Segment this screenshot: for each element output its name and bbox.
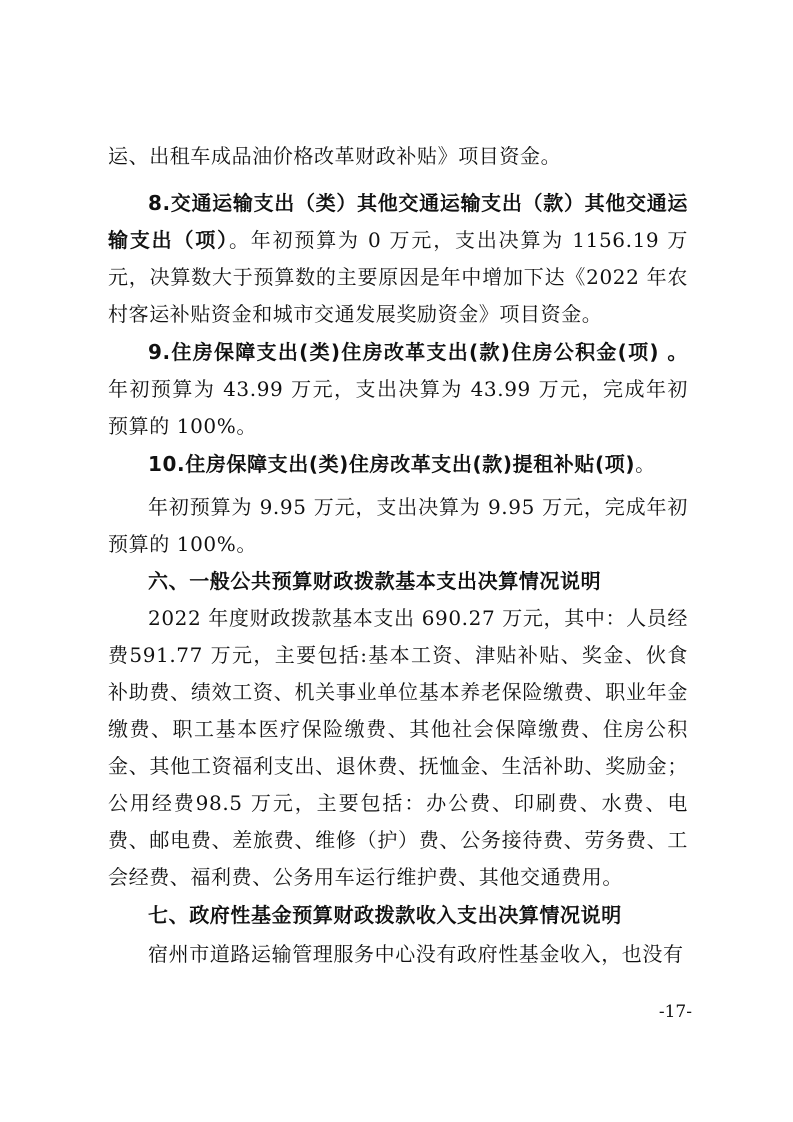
item-9-text: 年初预算为 43.99 万元，支出决算为 43.99 万元，完成年初预算的 100%。 xyxy=(108,377,688,438)
item-10-text: 年初预算为 9.95 万元，支出决算为 9.95 万元，完成年初预算的 100%。 xyxy=(108,495,688,556)
item-9-mark: 。 xyxy=(659,340,688,364)
paragraph-section-6 xyxy=(108,600,688,896)
paragraph-item-10-heading xyxy=(108,446,688,483)
section-heading-7: 七、政府性基金预算财政拨款收入支出决算情况说明 xyxy=(148,903,622,927)
item-10-heading: 10.住房保障支出(类)住房改革支出(款)提租补贴(项) xyxy=(148,452,636,476)
section-6-text: 2022 年度财政拨款基本支出 690.27 万元，其中：人员经费591.77 万元，主要包括:基本工资、津贴补贴、奖金、伙食补助费、绩效工资、机关事业单位基本养老保险缴费、职业年金缴费、职工基本医疗保险缴费、其他社会保障缴费、住房公积金、其他工资福利支出、退休费、抚恤金、生活补助、奖励金；公用经费98.5 万元，主要包括：办公费、印刷费、水费、电费、邮电费、差旅费、维修（护）费、公务接待费、劳务费、工会经费、福利费、公务用车运行维护费、其他交通费用。 xyxy=(108,606,688,889)
item-9-heading: 9.住房保障支出(类)住房改革支出(款)住房公积金(项) xyxy=(148,340,660,364)
paragraph-section-7 xyxy=(108,936,688,973)
page-number: -17- xyxy=(658,1002,692,1022)
section-7-text: 宿州市道路运输管理服务中心没有政府性基金收入，也没有 xyxy=(148,942,684,966)
item-8-heading: 8.交通运输支出（类）其他交通运输支出（款）其他交通运输支出（项） xyxy=(108,191,688,252)
item-8-text: 。年初预算为 0 万元，支出决算为 1156.19 万元，决算数大于预算数的主要原因是年中增加下达《2022 年农村客运补贴资金和城市交通发展奖励资金》项目资金。 xyxy=(108,228,688,326)
paragraph-item-10-text xyxy=(108,489,688,563)
paragraph-continuation-text: 运、出租车成品油价格改革财政补贴》项目资金。 xyxy=(108,144,562,168)
paragraph-item-9 xyxy=(108,334,688,445)
paragraph-continuation xyxy=(108,138,688,175)
paragraph-item-8 xyxy=(108,185,688,333)
section-heading-6: 六、一般公共预算财政拨款基本支出决算情况说明 xyxy=(148,569,602,593)
item-10-mark: 。 xyxy=(635,452,656,476)
